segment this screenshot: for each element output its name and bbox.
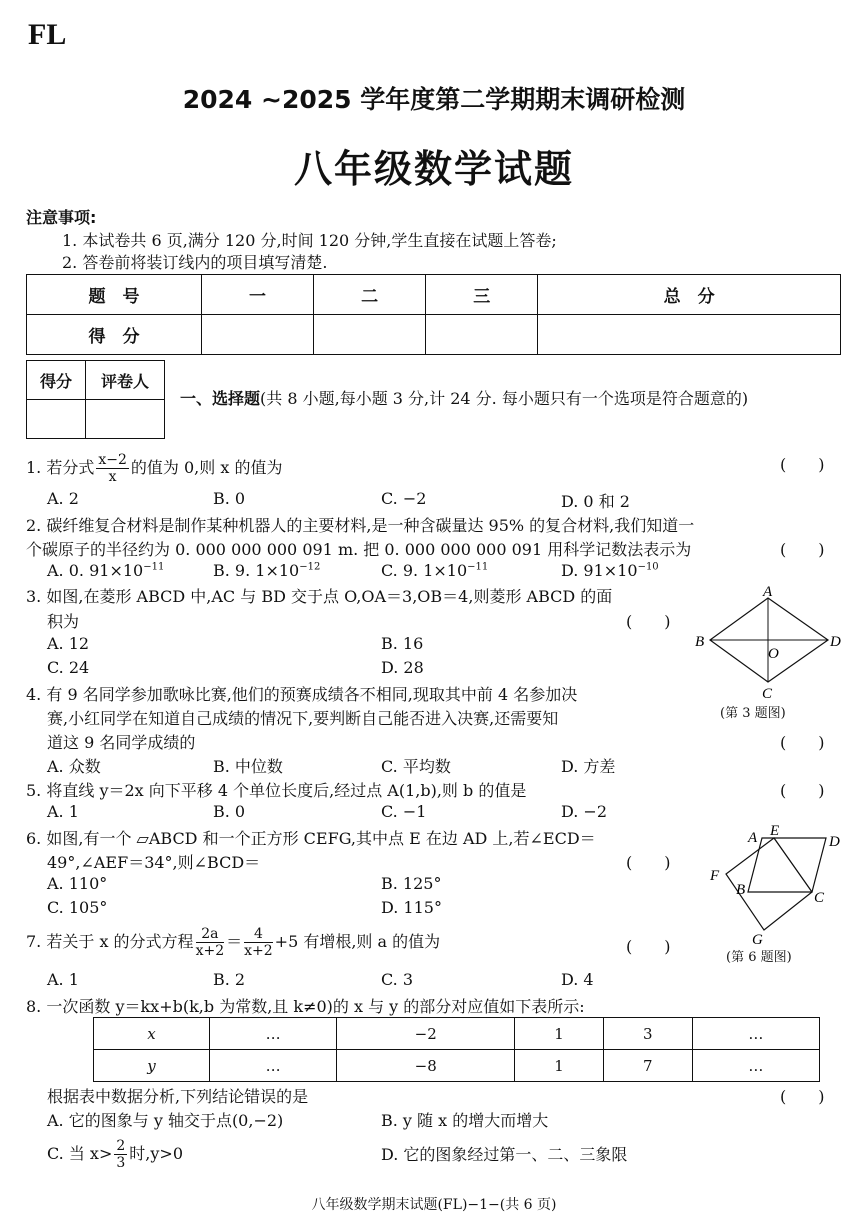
question-4-line3: 道这 9 名同学成绩的 [47,733,196,752]
option: A. 1 [47,970,79,989]
question-8: 8. 一次函数 y＝kx+b(k,b 为常数,且 k≠0)的 x 与 y 的部分对应值如下表所示: [26,997,585,1016]
option: D. 方差 [561,757,616,776]
option: B. 0 [213,489,246,508]
option: C. 平均数 [381,757,451,776]
figure-label: E [770,823,780,839]
table-cell: 3 [603,1018,692,1050]
table-cell: y [94,1050,210,1082]
corner-code: FL [28,18,67,51]
figure-label: C [762,686,773,702]
question-3: 3. 如图,在菱形 ABCD 中,AC 与 BD 交于点 O,OA＝3,OB＝4,则菱形 ABCD 的面 [26,587,613,606]
option: D. $91\times 10^{-10}$ [561,561,659,580]
answer-bracket[interactable]: ( ) [780,540,825,559]
figure-label: C [814,890,825,906]
table-cell: … [692,1018,819,1050]
option: B. 16 [381,634,424,653]
figure-label: F [710,868,720,884]
table-cell: 1 [515,1018,604,1050]
option: B. 0 [213,802,246,821]
option: C. 3 [381,970,414,989]
question-6: 6. 如图,有一个 ▱ABCD 和一个正方形 CEFG,其中点 E 在边 AD 上,若∠ECD＝ [26,829,596,848]
option: A. 110° [47,874,108,893]
option: D. 4 [561,970,594,989]
score-cell[interactable] [426,315,538,355]
figure-label: O [768,646,779,662]
option: A. 它的图象与 y 轴交于点(0,−2) [47,1111,284,1130]
table-cell: … [210,1050,337,1082]
figure-label: G [752,932,763,948]
figure-caption: (第 3 题图) [720,706,786,721]
table-cell: 1 [515,1050,604,1082]
question-6-line2: 49°,∠AEF＝34°,则∠BCD＝ [47,853,261,872]
question-4-line2: 赛,小红同学在知道自己成绩的情况下,要判断自己能否进入决赛,还需要知 [47,709,559,728]
answer-bracket[interactable]: ( ) [626,937,671,956]
option: C. 105° [47,898,108,917]
option: A. 2 [47,489,79,508]
score-header-cell: 三 [426,275,538,315]
section-heading: 一、选择题(共 8 小题,每小题 3 分,计 24 分. 每小题只有一个选项是符合题意的) [180,389,749,408]
page-footer: 八年级数学期末试题(FL)−1−(共 6 页) [311,1197,557,1213]
rhombus-figure [690,580,850,720]
exam-subject-title: 八年级数学试题 [293,147,574,191]
answer-bracket[interactable]: ( ) [626,612,671,631]
option: B. 125° [381,874,442,893]
option: B. 中位数 [213,757,283,776]
answer-bracket[interactable]: ( ) [780,781,825,800]
option: D. 28 [381,658,424,677]
table-cell: −8 [337,1050,515,1082]
figure-label: B [736,882,746,898]
option: C. 9. $1\times 10^{-11}$ [381,561,489,580]
option: C. −2 [381,489,427,508]
answer-bracket[interactable]: ( ) [626,853,671,872]
option: D. −2 [561,802,608,821]
score-header-cell: 二 [314,275,426,315]
question-5: 5. 将直线 y＝2x 向下平移 4 个单位长度后,经过点 A(1,b),则 b 的值是 [26,781,527,800]
score-header-cell: 题 号 [27,275,202,315]
grader-score-cell[interactable] [27,400,86,439]
option: C. 当 x> $\frac{2}{3}$ 时,y>0 [47,1138,184,1171]
score-cell[interactable] [314,315,426,355]
grader-score-label: 得分 [27,361,86,400]
table-cell: x [94,1018,210,1050]
question-7: 7. 若关于 x 的分式方程 $\frac{2a}{x+2}$ ＝ $\frac{4}{x+2}$ +5 有增根,则 a 的值为 [26,926,441,959]
answer-bracket[interactable]: ( ) [780,1087,825,1106]
answer-bracket[interactable]: ( ) [780,733,825,752]
notice-item: 2. 答卷前将装订线内的项目填写清楚. [62,253,328,272]
option: A. 1 [47,802,79,821]
option: B. 9. $1\times 10^{-12}$ [213,561,321,580]
grader-name-cell[interactable] [86,400,165,439]
figure-caption: (第 6 题图) [726,950,792,965]
question-3-line2: 积为 [47,612,80,631]
figure-label: B [695,634,705,650]
question-1: 1. 若分式 $\frac{x-2}{x}$ 的值为 0,则 x 的值为 [26,452,283,485]
table-cell: −2 [337,1018,515,1050]
question-4: 4. 有 9 名同学参加歌咏比赛,他们的预赛成绩各不相同,现取其中前 4 名参加决 [26,685,578,704]
option: B. 2 [213,970,246,989]
score-row-label: 得 分 [27,315,202,355]
answer-bracket[interactable]: ( ) [780,455,825,474]
table-cell: … [692,1050,819,1082]
option: C. −1 [381,802,427,821]
option: B. y 随 x 的增大而增大 [381,1111,549,1130]
figure-label: A [763,584,773,600]
figure-label: D [829,834,840,850]
question-2: 2. 碳纤维复合材料是制作某种机器人的主要材料,是一种含碳量达 95% 的复合材料,我们知道一 [26,516,695,535]
exam-title: 2024 ~2025 学年度第二学期期末调研检测 [182,85,686,114]
question-8-line2: 根据表中数据分析,下列结论错误的是 [47,1087,309,1106]
figure-label: D [830,634,841,650]
option: D. 它的图象经过第一、二、三象限 [381,1145,628,1164]
figure-label: A [748,830,758,846]
score-cell[interactable] [538,315,841,355]
xy-value-table [93,1017,820,1082]
option: C. 24 [47,658,90,677]
question-2-line2: 个碳原子的半径约为 0. 000 000 000 091 m. 把 0. 000 000 000 091 用科学记数法表示为 [26,540,692,559]
grader-name-label: 评卷人 [86,361,165,400]
option: D. 0 和 2 [561,492,630,511]
grader-box [26,360,165,439]
score-header-cell: 总 分 [538,275,841,315]
option: A. 12 [47,634,90,653]
score-table [26,274,841,355]
parallelogram-square-figure [704,820,854,950]
score-header-cell: 一 [202,275,314,315]
score-cell[interactable] [202,315,314,355]
notice-heading: 注意事项: [26,208,97,227]
option: A. 众数 [47,757,101,776]
option: A. 0. $91\times 10^{-11}$ [47,561,165,580]
table-cell: 7 [603,1050,692,1082]
table-cell: … [210,1018,337,1050]
notice-item: 1. 本试卷共 6 页,满分 120 分,时间 120 分钟,学生直接在试题上答卷; [62,231,557,250]
option: D. 115° [381,898,442,917]
